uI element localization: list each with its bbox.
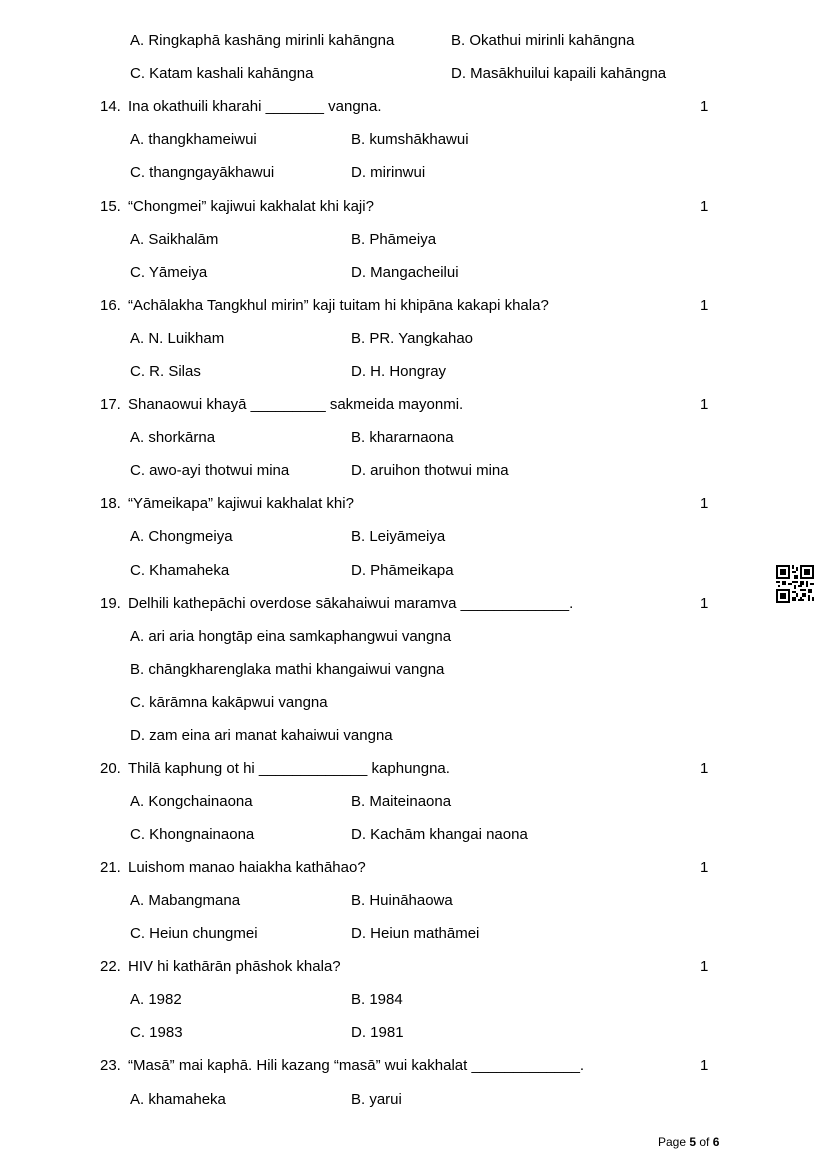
option-d: D. Heiun mathāmei bbox=[351, 925, 480, 942]
question-marks: 1 bbox=[700, 859, 709, 876]
question-text: Ina okathuili kharahi _______ vangna. bbox=[128, 98, 382, 115]
option-d: D. H. Hongray bbox=[351, 363, 447, 380]
option-d: D. 1981 bbox=[351, 1024, 404, 1041]
question-marks: 1 bbox=[700, 495, 709, 512]
option-b: B. Maiteinaona bbox=[351, 793, 452, 810]
option-c: C. kārāmna kakāpwui vangna bbox=[130, 694, 328, 711]
option-b: B. yarui bbox=[351, 1091, 402, 1108]
option-d: D. Phāmeikapa bbox=[351, 562, 454, 579]
question-marks: 1 bbox=[700, 98, 709, 115]
page-number: 5 bbox=[689, 1135, 697, 1149]
option-a: A. ari aria hongtāp eina samkaphangwui vangna bbox=[130, 628, 452, 645]
question-number: 14. bbox=[100, 98, 121, 115]
option-c: C. awo-ayi thotwui mina bbox=[130, 462, 290, 479]
option-b: B. kumshākhawui bbox=[351, 131, 469, 148]
option-c: C. Heiun chungmei bbox=[130, 925, 258, 942]
question-number: 17. bbox=[100, 396, 121, 413]
option-a: A. Kongchainaona bbox=[130, 793, 253, 810]
page-footer bbox=[658, 1135, 719, 1149]
option-a: A. Saikhalām bbox=[130, 231, 219, 248]
option-d: D. aruihon thotwui mina bbox=[351, 462, 509, 479]
option-d: D. zam eina ari manat kahaiwui vangna bbox=[130, 727, 393, 744]
option-c: C. Khongnainaona bbox=[130, 826, 255, 843]
question-number: 20. bbox=[100, 760, 121, 777]
question-marks: 1 bbox=[700, 297, 709, 314]
page-total: 6 bbox=[712, 1135, 720, 1149]
question-text: Luishom manao haiakha kathāhao? bbox=[128, 859, 366, 876]
option-c: C. Yāmeiya bbox=[130, 264, 208, 281]
question-number: 21. bbox=[100, 859, 121, 876]
question-number: 22. bbox=[100, 958, 121, 975]
option-c: C. thangngayākhawui bbox=[130, 164, 275, 181]
option-a: A. thangkhameiwui bbox=[130, 131, 257, 148]
option-c: C. 1983 bbox=[130, 1024, 183, 1041]
option-a: A. Ringkaphā kashāng mirinli kahāngna bbox=[130, 32, 395, 49]
question-number: 23. bbox=[100, 1057, 121, 1074]
option-d: D. Kachām khangai naona bbox=[351, 826, 528, 843]
option-a: A. 1982 bbox=[130, 991, 182, 1008]
option-c: C. Katam kashali kahāngna bbox=[130, 65, 314, 82]
question-text: Shanaowui khayā _________ sakmeida mayonmi. bbox=[128, 396, 464, 413]
option-b: B. Phāmeiya bbox=[351, 231, 437, 248]
question-number: 16. bbox=[100, 297, 121, 314]
option-b: B. Okathui mirinli kahāngna bbox=[451, 32, 635, 49]
option-c: C. Khamaheka bbox=[130, 562, 230, 579]
option-a: A. Mabangmana bbox=[130, 892, 241, 909]
option-c: C. R. Silas bbox=[130, 363, 201, 380]
option-d: D. mirinwui bbox=[351, 164, 426, 181]
option-b: B. khararnaona bbox=[351, 429, 454, 446]
qr-code-icon bbox=[776, 565, 814, 603]
option-b: B. Huināhaowa bbox=[351, 892, 453, 909]
question-number: 18. bbox=[100, 495, 121, 512]
option-b: B. PR. Yangkahao bbox=[351, 330, 474, 347]
question-text: HIV hi kathārān phāshok khala? bbox=[128, 958, 341, 975]
option-d: D. Mangacheilui bbox=[351, 264, 459, 281]
question-text: “Yāmeikapa” kajiwui kakhalat khi? bbox=[128, 495, 354, 512]
option-a: A. N. Luikham bbox=[130, 330, 225, 347]
option-b: B. chāngkharenglaka mathi khangaiwui vangna bbox=[130, 661, 445, 678]
question-marks: 1 bbox=[700, 760, 709, 777]
option-a: A. khamaheka bbox=[130, 1091, 226, 1108]
page-of-label: of bbox=[696, 1135, 713, 1149]
question-text: “Achālakha Tangkhul mirin” kaji tuitam hi khipāna kakapi khala? bbox=[128, 297, 549, 314]
question-marks: 1 bbox=[700, 958, 709, 975]
question-marks: 1 bbox=[700, 198, 709, 215]
page-label: Page bbox=[658, 1135, 690, 1149]
question-text: Delhili kathepāchi overdose sākahaiwui maramva _____________. bbox=[128, 595, 574, 612]
option-d: D. Masākhuilui kapaili kahāngna bbox=[451, 65, 667, 82]
option-a: A. Chongmeiya bbox=[130, 528, 233, 545]
question-marks: 1 bbox=[700, 595, 709, 612]
option-a: A. shorkārna bbox=[130, 429, 216, 446]
question-text: Thilā kaphung ot hi _____________ kaphungna. bbox=[128, 760, 450, 777]
question-marks: 1 bbox=[700, 1057, 709, 1074]
question-number: 15. bbox=[100, 198, 121, 215]
question-text: “Chongmei” kajiwui kakhalat khi kaji? bbox=[128, 198, 374, 215]
question-text: “Masā” mai kaphā. Hili kazang “masā” wui kakhalat _____________. bbox=[128, 1057, 585, 1074]
question-marks: 1 bbox=[700, 396, 709, 413]
option-b: B. 1984 bbox=[351, 991, 403, 1008]
question-number: 19. bbox=[100, 595, 121, 612]
option-b: B. Leiyāmeiya bbox=[351, 528, 446, 545]
